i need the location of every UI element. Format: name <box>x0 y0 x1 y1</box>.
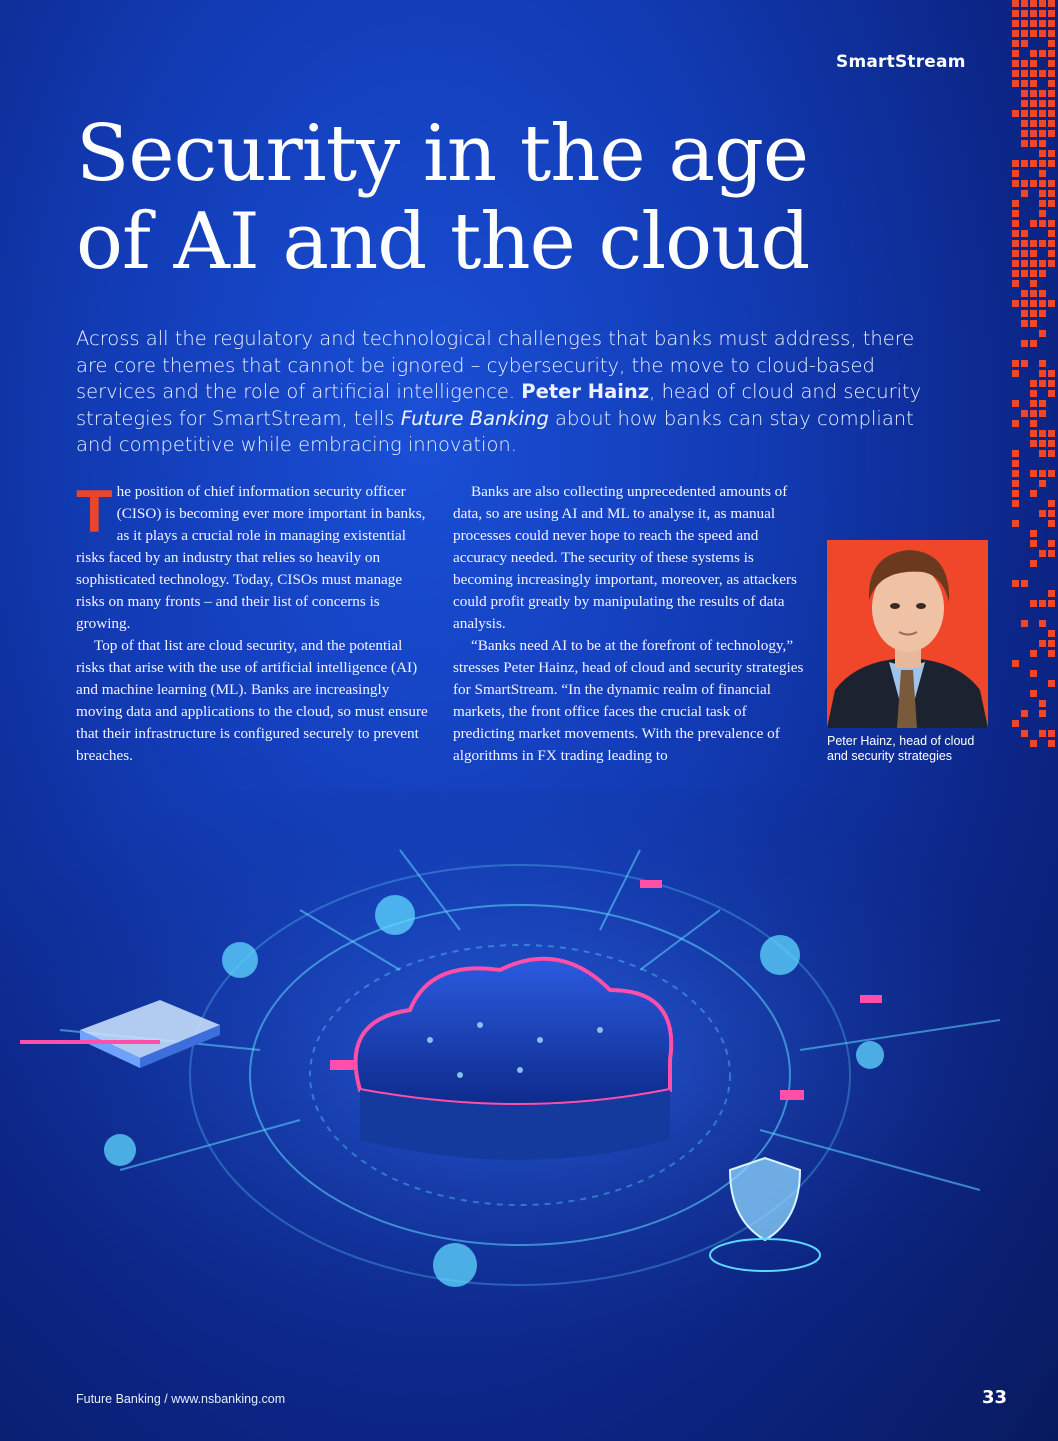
footer-text: Future Banking / www.nsbanking.com <box>76 1392 286 1406</box>
cloud-security-illustration <box>0 790 1058 1390</box>
body-paragraph: “Banks need AI to be at the forefront of technology,” stresses Peter Hainz, head of cloud and security strategies for SmartStream. “In the dynamic realm of financial markets, the front office faces the crucial task of predicting market movements. With the prevalence of algorithms in FX trading leading to <box>453 637 804 764</box>
body-paragraph: Top of that list are cloud security, and the potential risks that arise with the use of artificial intelligence (AI) and machine learning (ML). Banks are increasingly moving data and applications to the cloud, so must ensure that their infrastructure is configured securely to prevent breaches. <box>76 637 428 764</box>
title-line-2: of AI and the cloud <box>76 197 810 287</box>
paragraph-text: he position of chief information security officer (CISO) is becoming ever more important in banks, as it plays a crucial role in managing existential risks faced by an industry that relies so heavily on sophisticated technology. Today, CISOs must manage risks on many fronts – and their list of concerns is growing. <box>76 483 426 632</box>
caption-line-1: Peter Hainz, head of cloud <box>827 734 975 748</box>
body-paragraph: Banks are also collecting unprecedented amounts of data, so are using AI and ML to analyse it, as manual processes could never hope to reach the speed and accuracy needed. The security of these systems is becoming increasingly important, moreover, as attackers could profit greatly by manipulating the results of data analysis. <box>453 483 797 632</box>
brand-name: SmartStream <box>836 52 966 72</box>
standfirst-publication: Future Banking <box>400 406 549 430</box>
page-number: 33 <box>982 1387 1008 1408</box>
portrait-photo <box>827 540 988 728</box>
body-paragraph <box>76 478 431 635</box>
standfirst-name: Peter Hainz <box>521 380 650 403</box>
drop-cap: T <box>76 478 113 545</box>
standfirst-end: about how banks can stay compliant and competitive while embracing innovation. <box>76 406 914 456</box>
portrait-illustration <box>827 540 988 728</box>
standfirst-middle: , head of cloud and security strategies for SmartStream, tells <box>76 380 922 430</box>
body-column-1 <box>76 478 431 767</box>
caption-line-2: and security strategies <box>827 749 953 763</box>
pixel-pattern-decoration <box>1004 0 1058 760</box>
standfirst <box>76 326 946 459</box>
article-title <box>76 110 976 286</box>
photo-caption <box>827 734 1007 764</box>
body-column-2 <box>453 481 808 767</box>
title-line-1: Security in the age <box>76 109 809 199</box>
standfirst-intro: Across all the regulatory and technological challenges that banks must address, there are core themes that cannot be ignored – cybersecurity, the move to cloud-based services and the role of artificial intelligence. <box>76 327 915 403</box>
